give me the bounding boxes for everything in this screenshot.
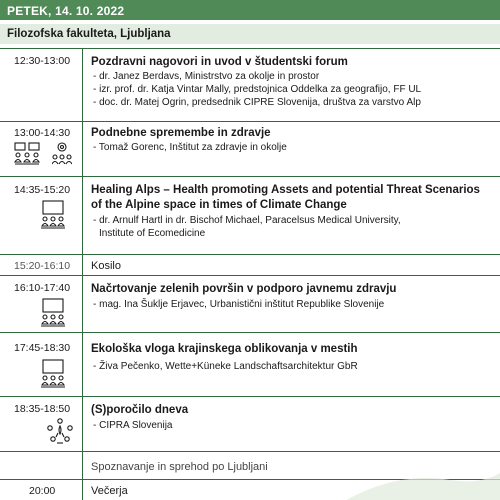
session-title: (S)poročilo dneva (91, 404, 189, 416)
time-column (0, 49, 83, 121)
time-column (0, 122, 83, 176)
session-row (0, 121, 500, 176)
speaker-line: Institute of Ecomedicine (99, 228, 206, 239)
speaker-line: - mag. Ina Šuklje Erjavec, Urbanistični inštitut Republike Slovenije (93, 299, 385, 310)
session-time: 13:00-14:30 (14, 127, 71, 139)
session-speakers (93, 214, 494, 240)
session-time: 18:35-18:50 (14, 403, 71, 415)
session-speakers (93, 141, 494, 154)
session-speakers (93, 70, 494, 109)
presentation-icon (40, 359, 66, 389)
speaker-line: - Tomaž Gorenc, Inštitut za zdravje in okolje (93, 142, 287, 153)
session-title: Večerja (91, 485, 128, 497)
session-title: Kosilo (91, 260, 121, 272)
time-column (0, 333, 83, 396)
time-column (0, 255, 83, 275)
session-title: Healing Alps – Health promoting Assets and potential Threat Scenarios of the Alpine space in times of Climate Change (91, 184, 480, 211)
speaker-line: - Živa Pečenko, Wette+Küneke Landschaftsarchitektur GbR (93, 361, 358, 372)
session-time: 12:30-13:00 (14, 55, 71, 67)
decorative-hills (330, 450, 500, 500)
session-title: Spoznavanje in sprehod po Ljubljani (91, 461, 268, 473)
presentation-icon (40, 298, 66, 328)
session-row (0, 332, 500, 396)
discussion-circle-icon (46, 417, 74, 445)
session-speakers (93, 419, 494, 432)
session-row (0, 48, 500, 121)
speaker-line: - dr. Janez Berdavs, Ministrstvo za okolje in prostor (93, 71, 320, 82)
session-row (0, 275, 500, 332)
speaker-line: - doc. dr. Matej Ogrin, predsednik CIPRE Slovenija, društva za varstvo Alp (93, 97, 421, 108)
date-header: PETEK, 14. 10. 2022 (0, 0, 500, 20)
session-time: 15:20-16:10 (14, 260, 71, 272)
time-column (0, 452, 83, 479)
time-column (0, 276, 83, 332)
session-speakers (93, 360, 494, 373)
session-time: 14:35-15:20 (14, 184, 71, 196)
session-time: 20:00 (29, 485, 56, 497)
session-row (0, 396, 500, 451)
time-column (0, 480, 83, 500)
session-time: 16:10-17:40 (14, 282, 71, 294)
time-column (0, 177, 83, 254)
speaker-line: - CIPRA Slovenija (93, 420, 173, 431)
session-row (0, 176, 500, 254)
audience-icon (14, 142, 40, 166)
session-row (0, 254, 500, 275)
presentation-icon (40, 200, 66, 230)
session-title: Pozdravni nagovori in uvod v študentski forum (91, 56, 348, 68)
venue-header: Filozofska fakulteta, Ljubljana (0, 24, 500, 44)
session-title: Načrtovanje zelenih površin v podporo javnemu zdravju (91, 283, 397, 295)
session-speakers (93, 298, 494, 311)
session-time: 17:45-18:30 (14, 342, 71, 354)
session-title: Podnebne spremembe in zdravje (91, 127, 271, 139)
speaker-line: - dr. Arnulf Hartl in dr. Bischof Michael, Paracelsus Medical University, (93, 215, 401, 226)
workshop-icon (52, 142, 72, 166)
session-title: Ekološka vloga krajinskega oblikovanja v mestih (91, 343, 358, 355)
time-column (0, 397, 83, 451)
speaker-line: - izr. prof. dr. Katja Vintar Mally, predstojnica Oddelka za geografijo, FF UL (93, 84, 422, 95)
